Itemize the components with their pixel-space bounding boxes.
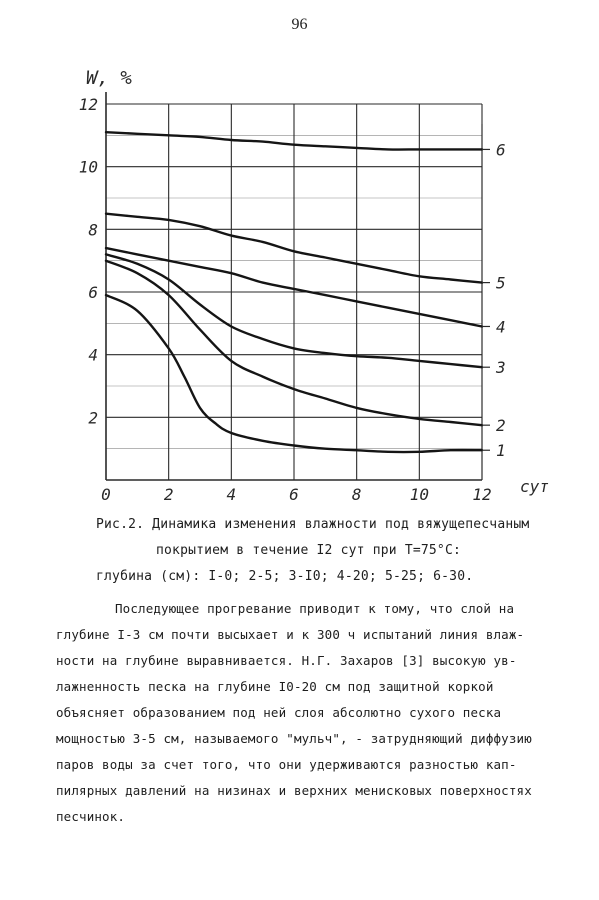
paragraph-line: объясняет образованием под ней слоя абсолютно сухого песка (56, 705, 502, 720)
x-tick-label: 0 (101, 485, 111, 504)
series-label-3: 3 (496, 358, 506, 378)
paragraph-line: лажненность песка на глубине I0-20 см под защитной коркой (56, 679, 494, 694)
paragraph-line: Последующее прогревание приводит к тому, что слой на (115, 601, 515, 616)
body-paragraph (56, 596, 596, 830)
x-tick-label: 8 (351, 485, 362, 504)
series-label-1: 1 (496, 441, 506, 461)
y-tick-label: 8 (88, 220, 98, 240)
figure-caption-line-3: глубина (см): I-0; 2-5; 3-I0; 4-20; 5-25; 6-30. (96, 569, 474, 584)
x-axis-title: сут (520, 477, 549, 496)
series-label-4: 4 (496, 317, 506, 337)
chart-labels (79, 67, 549, 504)
figure-caption-line-1: Рис.2. Динамика изменения влажности под вяжущепесчаным (96, 517, 530, 532)
paragraph-line: пилярных давлений на низинах и верхних менисковых поверхностях (56, 783, 532, 798)
paragraph-line: мощностью 3-5 см, называемого "мульч", - затрудняющий диффузию (56, 731, 532, 746)
figure-caption-line-2: покрытием в течение I2 сут при T=75°C: (156, 543, 462, 558)
paragraph-line: ности на глубине выравнивается. Н.Г. Захаров [3] высокую ув- (56, 653, 517, 668)
paragraph-line: песчинок. (56, 809, 126, 824)
series-label-2: 2 (496, 416, 506, 436)
x-tick-label: 6 (289, 485, 299, 504)
x-tick-label: 4 (226, 485, 237, 504)
y-tick-label: 6 (88, 283, 98, 302)
x-tick-label: 2 (163, 485, 174, 504)
y-tick-label: 4 (88, 345, 98, 365)
paragraph-line: глубине I-3 см почти высыхает и к 300 ч испытаний линия влаж- (56, 627, 525, 642)
y-axis-title: W, % (86, 67, 132, 89)
paragraph-line: паров воды за счет того, что они удерживаются разностью кап- (56, 757, 517, 772)
y-tick-label: 12 (78, 95, 98, 114)
series-label-6: 6 (496, 140, 506, 160)
x-tick-label: 10 (409, 485, 429, 504)
chart-grid (106, 104, 482, 480)
x-tick-label: 12 (472, 485, 492, 504)
y-tick-label: 2 (88, 408, 98, 428)
series-label-5: 5 (496, 273, 506, 293)
y-tick-label: 10 (78, 157, 98, 177)
page-number: 96 (291, 16, 308, 33)
